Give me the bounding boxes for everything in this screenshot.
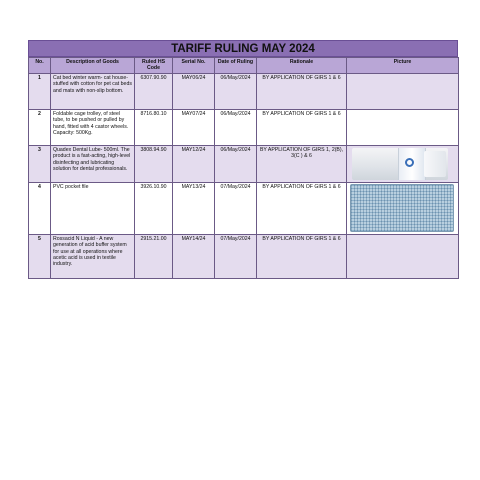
- cell-hs-code: 3926.10.90: [135, 182, 173, 234]
- tube-logo-icon: [405, 158, 414, 167]
- cell-serial: MAY13/24: [173, 182, 215, 234]
- cell-serial: MAY12/24: [173, 145, 215, 182]
- cell-date: 07/May/2024: [215, 234, 257, 278]
- cell-rationale: BY APPLICATION OF GIRS 1 & 6: [257, 182, 347, 234]
- pvc-pocket-file-image: [350, 184, 454, 232]
- sheet-title: TARIFF RULING MAY 2024: [28, 40, 458, 57]
- cell-picture: [347, 73, 459, 109]
- col-header-rationale: Rationale: [257, 58, 347, 74]
- cell-no: 2: [29, 109, 51, 145]
- cell-picture: [347, 234, 459, 278]
- table-row: [29, 73, 459, 109]
- cell-description: Quadex Dental Lube- 500ml. The product is a fast-acting, high-level disinfecting and lubricating solution for dental professionals.: [51, 145, 135, 182]
- cell-picture: [347, 145, 459, 182]
- cell-no: 3: [29, 145, 51, 182]
- cell-picture: [347, 182, 459, 234]
- cell-serial: MAY07/24: [173, 109, 215, 145]
- table-row: [29, 234, 459, 278]
- table-row: [29, 182, 459, 234]
- cell-description: Cat bed winter warm- cat house-stuffed with cotton for pet cat beds and mats with non-slip bottom.: [51, 73, 135, 109]
- tariff-table: [28, 57, 459, 279]
- tariff-ruling-sheet: [28, 40, 458, 279]
- header-row: [29, 58, 459, 74]
- cell-hs-code: 3808.94.90: [135, 145, 173, 182]
- cell-no: 5: [29, 234, 51, 278]
- cell-no: 1: [29, 73, 51, 109]
- col-header-picture: Picture: [347, 58, 459, 74]
- cell-serial: MAY14/24: [173, 234, 215, 278]
- table-row: [29, 145, 459, 182]
- cell-picture: [347, 109, 459, 145]
- col-header-no: No.: [29, 58, 51, 74]
- cell-date: 06/May/2024: [215, 109, 257, 145]
- col-header-date: Date of Ruling: [215, 58, 257, 74]
- cell-rationale: BY APPLICATION OF GIRS 1 & 6: [257, 234, 347, 278]
- cell-rationale: BY APPLICATION OF GIRS 1, 2(B), 3(C ) & 6: [257, 145, 347, 182]
- cell-date: 06/May/2024: [215, 73, 257, 109]
- cell-hs-code: 2915.21.00: [135, 234, 173, 278]
- col-header-serial: Serial No.: [173, 58, 215, 74]
- tube-cap: [424, 151, 446, 177]
- col-header-hs-code: Ruled HS Code: [135, 58, 173, 74]
- dental-lube-tube-image: [352, 148, 448, 180]
- cell-description: Rossacid N Liquid - A new generation of acid buffer system for use at all operations where acetic acid is used in textile industry.: [51, 234, 135, 278]
- table-row: [29, 109, 459, 145]
- cell-no: 4: [29, 182, 51, 234]
- cell-description: Foldable cage trolley, of steel tube, to be pushed or pulled by hand, fitted with 4 castor wheels. Capacity: 500Kg.: [51, 109, 135, 145]
- cell-description: PVC pocket file: [51, 182, 135, 234]
- cell-serial: MAY06/24: [173, 73, 215, 109]
- cell-rationale: BY APPLICATION OF GIRS 1 & 6: [257, 109, 347, 145]
- cell-hs-code: 8716.80.10: [135, 109, 173, 145]
- cell-hs-code: 6307.90.90: [135, 73, 173, 109]
- cell-date: 06/May/2024: [215, 145, 257, 182]
- col-header-description: Description of Goods: [51, 58, 135, 74]
- cell-rationale: BY APPLICATION OF GIRS 1 & 6: [257, 73, 347, 109]
- cell-date: 07/May/2024: [215, 182, 257, 234]
